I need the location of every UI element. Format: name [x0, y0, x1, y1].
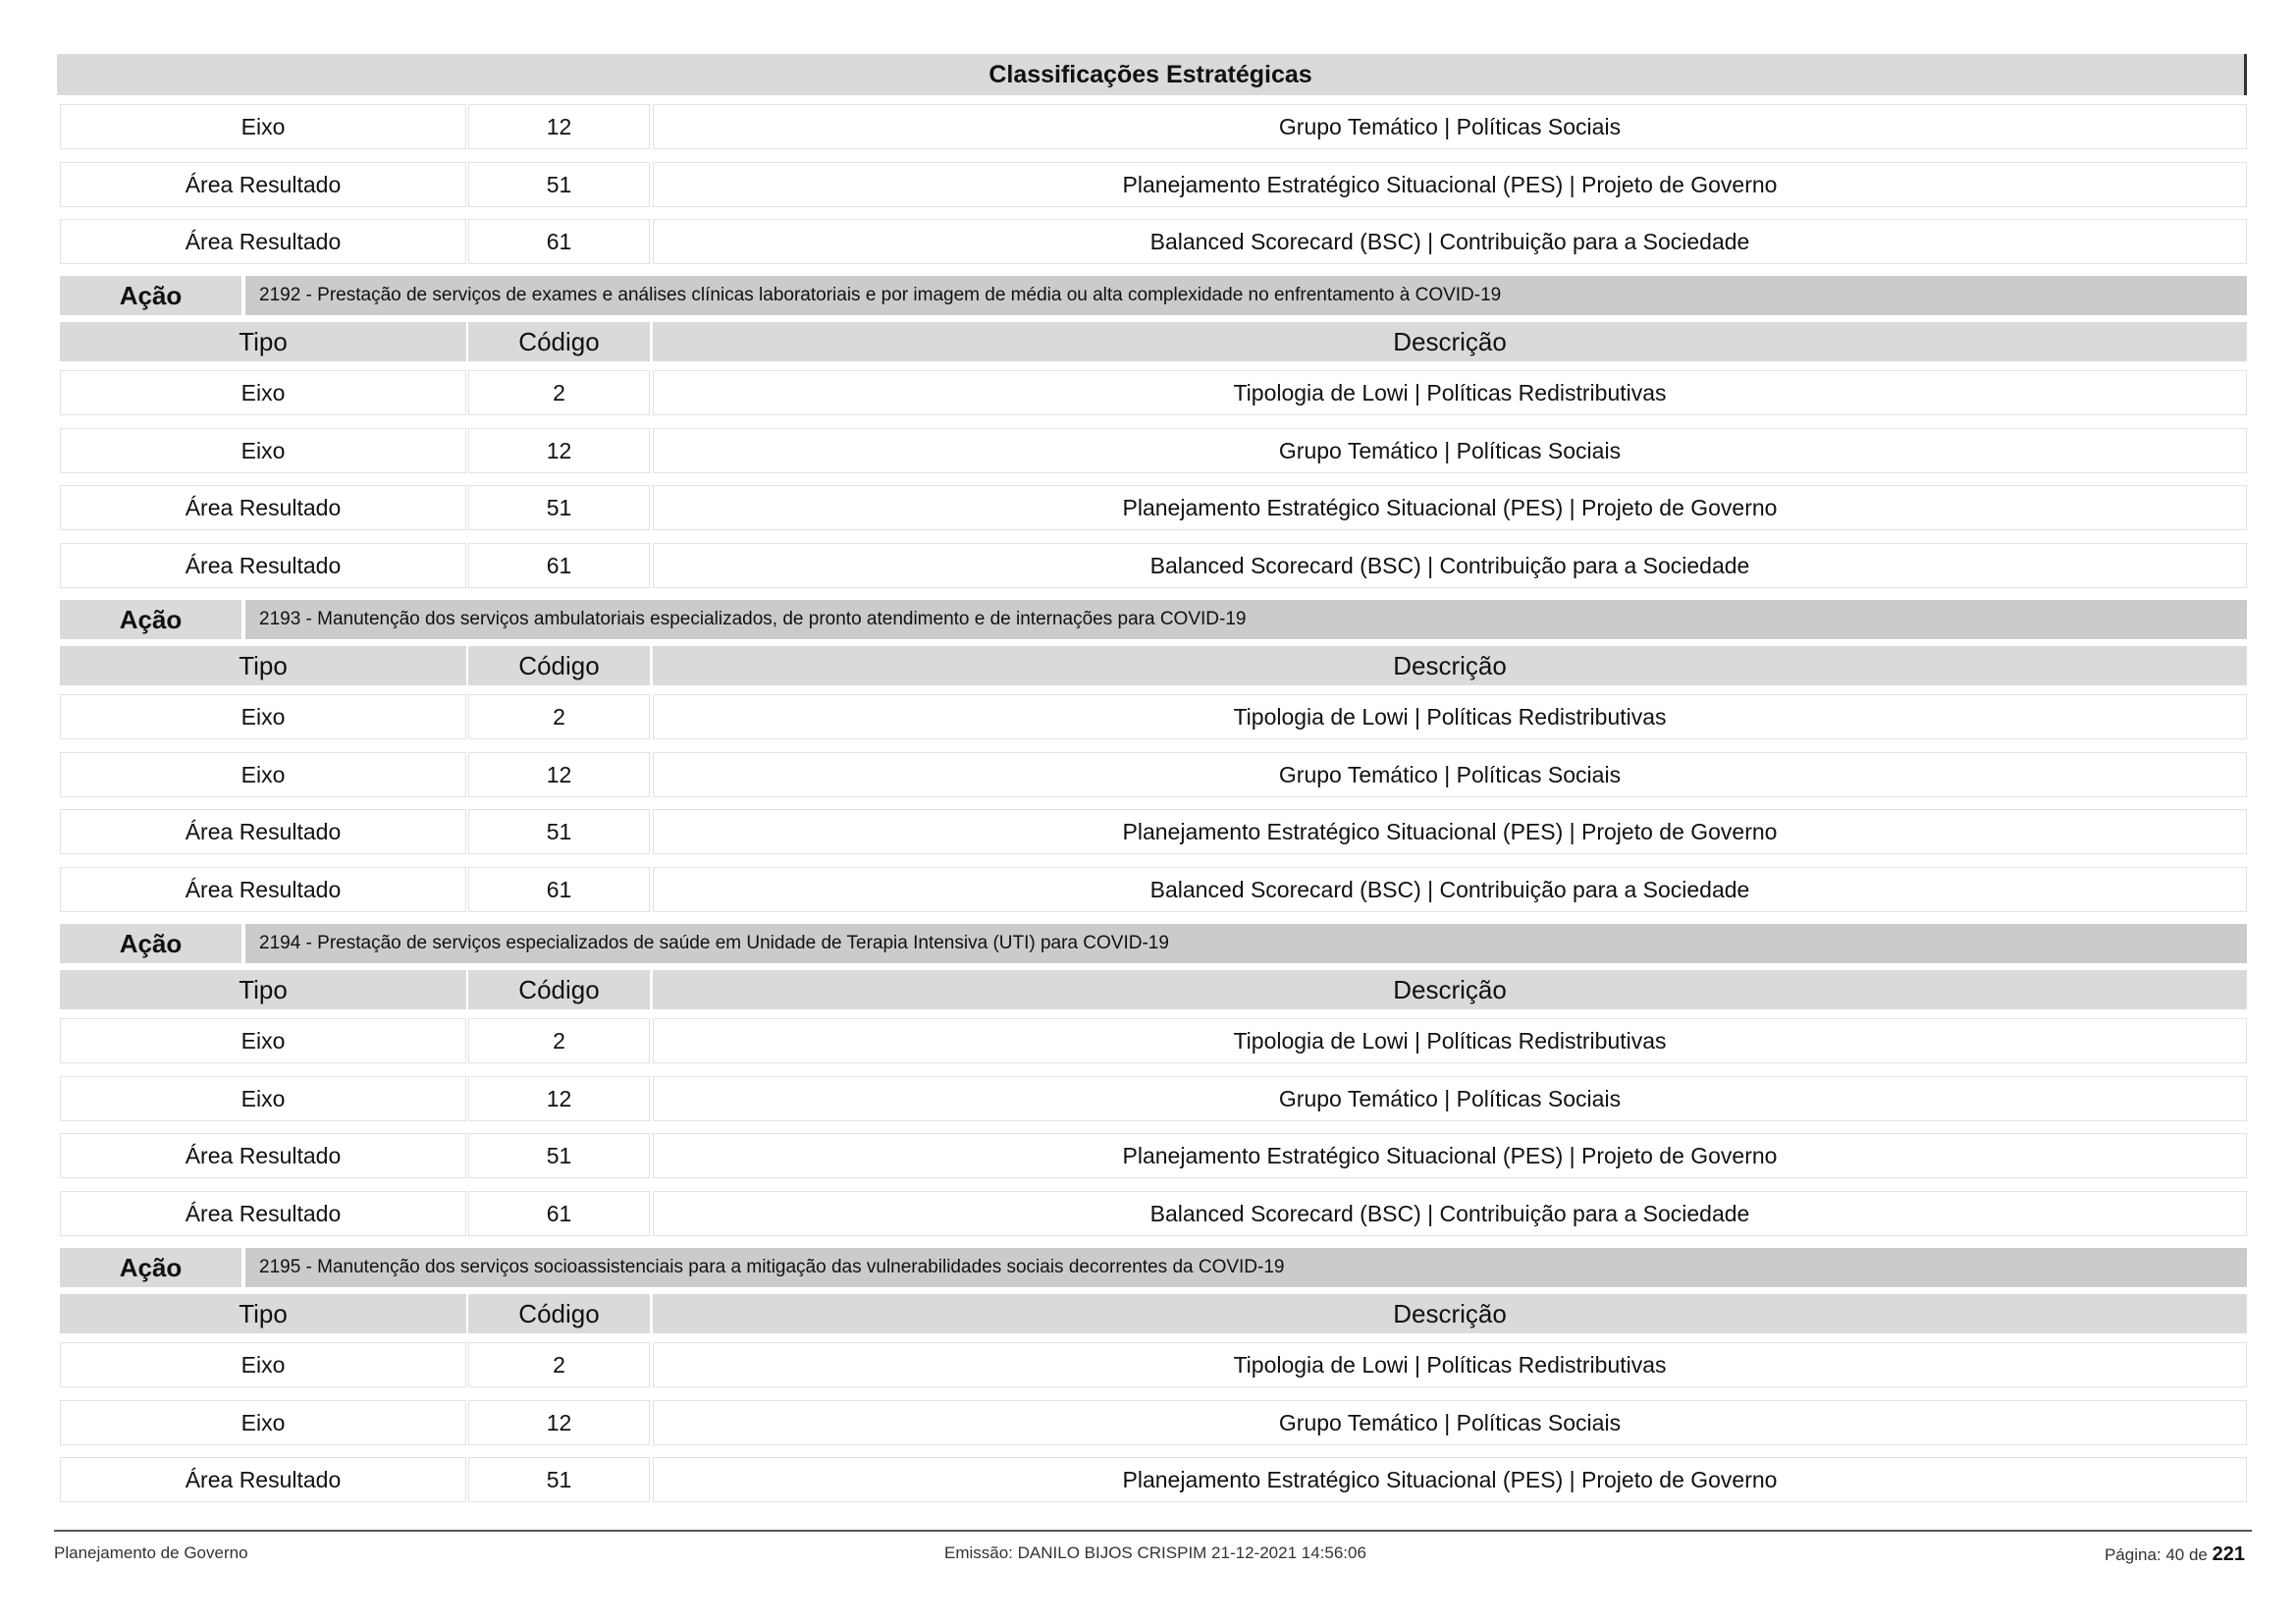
header-tipo: Tipo — [60, 322, 466, 361]
row-descricao: Balanced Scorecard (BSC) | Contribuição para a Sociedade — [653, 543, 2247, 588]
row-codigo: 2 — [468, 1342, 650, 1387]
acao-title: 2195 - Manutenção dos serviços socioassistenciais para a mitigação das vulnerabilidades sociais decorrentes da COVID-19 — [245, 1248, 2247, 1287]
row-descricao: Grupo Temático | Políticas Sociais — [653, 752, 2247, 797]
row-tipo: Eixo — [60, 104, 466, 149]
row-codigo: 51 — [468, 1457, 650, 1502]
row-tipo: Eixo — [60, 370, 466, 415]
footer-report-name: Planejamento de Governo — [54, 1543, 248, 1562]
acao-label: Ação — [60, 924, 241, 963]
row-codigo: 51 — [468, 162, 650, 207]
row-codigo: 12 — [468, 1400, 650, 1445]
header-tipo: Tipo — [60, 1294, 466, 1333]
acao-title: 2193 - Manutenção dos serviços ambulatoriais especializados, de pronto atendimento e de internações para COVID-19 — [245, 600, 2247, 639]
row-descricao: Grupo Temático | Políticas Sociais — [653, 1076, 2247, 1121]
row-tipo: Área Resultado — [60, 219, 466, 264]
row-descricao: Balanced Scorecard (BSC) | Contribuição para a Sociedade — [653, 867, 2247, 912]
row-tipo: Eixo — [60, 1018, 466, 1063]
header-descricao: Descrição — [653, 646, 2247, 685]
row-descricao: Planejamento Estratégico Situacional (PES) | Projeto de Governo — [653, 485, 2247, 530]
row-tipo: Área Resultado — [60, 485, 466, 530]
acao-label: Ação — [60, 600, 241, 639]
row-tipo: Eixo — [60, 1400, 466, 1445]
header-codigo: Código — [468, 970, 650, 1009]
row-codigo: 12 — [468, 428, 650, 473]
acao-label: Ação — [60, 1248, 241, 1287]
row-descricao: Tipologia de Lowi | Políticas Redistributivas — [653, 1018, 2247, 1063]
row-descricao: Tipologia de Lowi | Políticas Redistributivas — [653, 370, 2247, 415]
section-title: Classificações Estratégicas — [57, 54, 2247, 95]
row-descricao: Grupo Temático | Políticas Sociais — [653, 104, 2247, 149]
row-codigo: 61 — [468, 1191, 650, 1236]
header-codigo: Código — [468, 1294, 650, 1333]
page-total: 221 — [2212, 1543, 2245, 1565]
acao-label: Ação — [60, 276, 241, 315]
header-codigo: Código — [468, 646, 650, 685]
header-descricao: Descrição — [653, 970, 2247, 1009]
row-codigo: 12 — [468, 104, 650, 149]
row-tipo: Área Resultado — [60, 543, 466, 588]
row-tipo: Área Resultado — [60, 1457, 466, 1502]
row-codigo: 12 — [468, 752, 650, 797]
row-codigo: 61 — [468, 867, 650, 912]
row-descricao: Tipologia de Lowi | Políticas Redistributivas — [653, 1342, 2247, 1387]
row-descricao: Grupo Temático | Políticas Sociais — [653, 428, 2247, 473]
row-descricao: Balanced Scorecard (BSC) | Contribuição para a Sociedade — [653, 219, 2247, 264]
row-descricao: Planejamento Estratégico Situacional (PES) | Projeto de Governo — [653, 809, 2247, 854]
row-descricao: Balanced Scorecard (BSC) | Contribuição para a Sociedade — [653, 1191, 2247, 1236]
header-descricao: Descrição — [653, 322, 2247, 361]
footer-divider — [54, 1530, 2252, 1532]
row-tipo: Área Resultado — [60, 1133, 466, 1178]
footer-emission: Emissão: DANILO BIJOS CRISPIM 21-12-2021 14:56:06 — [944, 1543, 1366, 1562]
header-descricao: Descrição — [653, 1294, 2247, 1333]
header-tipo: Tipo — [60, 970, 466, 1009]
row-codigo: 2 — [468, 370, 650, 415]
row-tipo: Eixo — [60, 1342, 466, 1387]
row-descricao: Tipologia de Lowi | Políticas Redistributivas — [653, 694, 2247, 739]
row-codigo: 61 — [468, 219, 650, 264]
row-tipo: Área Resultado — [60, 867, 466, 912]
row-tipo: Área Resultado — [60, 809, 466, 854]
row-codigo: 51 — [468, 1133, 650, 1178]
acao-title: 2192 - Prestação de serviços de exames e análises clínicas laboratoriais e por imagem de média ou alta complexidade no enfrentamento à COVID-19 — [245, 276, 2247, 315]
row-tipo: Área Resultado — [60, 162, 466, 207]
row-codigo: 2 — [468, 694, 650, 739]
row-codigo: 2 — [468, 1018, 650, 1063]
row-codigo: 61 — [468, 543, 650, 588]
row-descricao: Planejamento Estratégico Situacional (PES) | Projeto de Governo — [653, 1133, 2247, 1178]
row-descricao: Grupo Temático | Políticas Sociais — [653, 1400, 2247, 1445]
header-codigo: Código — [468, 322, 650, 361]
row-codigo: 12 — [468, 1076, 650, 1121]
footer-page-number — [2105, 1543, 2245, 1566]
row-codigo: 51 — [468, 485, 650, 530]
row-codigo: 51 — [468, 809, 650, 854]
row-tipo: Área Resultado — [60, 1191, 466, 1236]
row-tipo: Eixo — [60, 1076, 466, 1121]
row-descricao: Planejamento Estratégico Situacional (PES) | Projeto de Governo — [653, 162, 2247, 207]
row-tipo: Eixo — [60, 694, 466, 739]
row-tipo: Eixo — [60, 428, 466, 473]
page-prefix: Página: 40 de — [2104, 1545, 2208, 1564]
row-descricao: Planejamento Estratégico Situacional (PES) | Projeto de Governo — [653, 1457, 2247, 1502]
acao-title: 2194 - Prestação de serviços especializados de saúde em Unidade de Terapia Intensiva (UTI) para COVID-19 — [245, 924, 2247, 963]
header-tipo: Tipo — [60, 646, 466, 685]
row-tipo: Eixo — [60, 752, 466, 797]
